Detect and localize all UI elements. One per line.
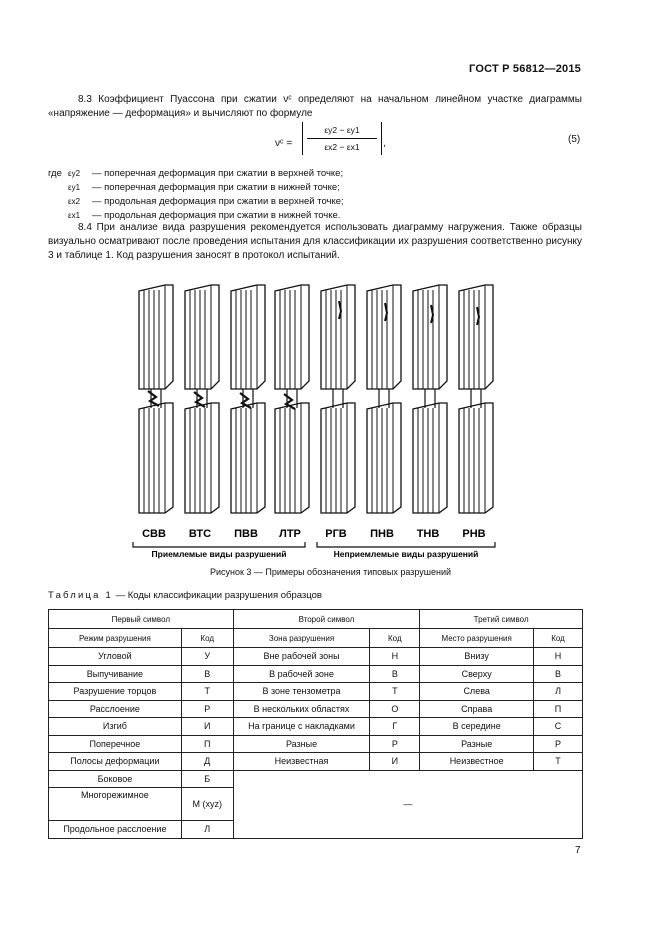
- table-row: [49, 770, 583, 788]
- table-cell: У: [181, 648, 233, 666]
- failure-types-figure: [125, 277, 505, 562]
- table-row: [49, 700, 583, 718]
- table-cell: Разрушение торцов: [49, 683, 182, 701]
- unacceptable-bracket: [317, 542, 495, 547]
- table-cell: Г: [370, 718, 420, 736]
- table-cell: На границе с накладками: [233, 718, 370, 736]
- table-cell: Р: [534, 735, 583, 753]
- table-row: [49, 718, 583, 736]
- table-cell: Т: [370, 683, 420, 701]
- specimen-label: РГВ: [325, 528, 347, 540]
- figure-caption: Рисунок 3 — Примеры обозначения типовых разрушений: [209, 567, 452, 577]
- table-cell: Разные: [233, 735, 370, 753]
- table-cell: Выпучивание: [49, 665, 182, 683]
- table-cell: Справа: [420, 700, 534, 718]
- table-cell: Угловой: [49, 648, 182, 666]
- specimen-label: СВВ: [142, 528, 166, 540]
- specimen-label: РНВ: [462, 528, 486, 540]
- table-cell: Изгиб: [49, 718, 182, 736]
- page-number: 7: [575, 845, 581, 856]
- header-first-symbol: Первый символ: [49, 610, 234, 629]
- table-cell: В: [534, 665, 583, 683]
- table-cell: П: [534, 700, 583, 718]
- table-row: [49, 683, 583, 701]
- header-second-symbol: Второй символ: [233, 610, 420, 629]
- specimen-label: ПВВ: [234, 528, 258, 540]
- section-8-3-paragraph: 8.3 Коэффициент Пуассона при сжатии νᶜ определяют на начальном линейном участке диаграммы «напряжение — деформация» и вычисляют по формуле: [48, 94, 582, 119]
- specimen-label: ВТС: [188, 528, 212, 540]
- table-cell: Поперечное: [49, 735, 182, 753]
- table-row: [49, 735, 583, 753]
- table-empty-dash: —: [233, 770, 582, 838]
- table-cell: М (xyz): [181, 788, 233, 821]
- table-title: Таблица 1 — Коды классификации разрушения образцов: [48, 590, 322, 601]
- specimen-label: ПНВ: [370, 528, 394, 540]
- column-header: Зона разрушения: [233, 629, 370, 648]
- table-cell: Неизвестная: [233, 753, 370, 771]
- table-cell: Неизвестное: [420, 753, 534, 771]
- formula-trail: ,: [383, 138, 386, 149]
- definition-row: εx1 — продольная деформация при сжатии в нижней точке.: [68, 210, 341, 221]
- table-cell: Расслоение: [49, 700, 182, 718]
- table-cell: Многорежимное: [49, 788, 182, 821]
- column-header: Код: [370, 629, 420, 648]
- definition-row: εx2 — продольная деформация при сжатии в верхней точке;: [68, 196, 344, 207]
- table-cell: О: [370, 700, 420, 718]
- formula-denominator: εx2 − εx1: [324, 142, 360, 152]
- table-cell: В зоне тензометра: [233, 683, 370, 701]
- table-cell: Сверху: [420, 665, 534, 683]
- table-cell: Д: [181, 753, 233, 771]
- table-cell: Продольное расслоение: [49, 821, 182, 839]
- failure-mark: [148, 391, 159, 406]
- table-group-header: [49, 610, 583, 629]
- acceptable-caption: Приемлемые виды разрушений: [151, 549, 287, 559]
- table-cell: Внизу: [420, 648, 534, 666]
- table-cell: В: [181, 665, 233, 683]
- table-cell: Р: [370, 735, 420, 753]
- document-header: ГОСТ Р 56812—2015: [469, 63, 581, 75]
- table-row: [49, 648, 583, 666]
- header-third-symbol: Третий символ: [420, 610, 583, 629]
- table-cell: В рабочей зоне: [233, 665, 370, 683]
- acceptable-bracket: [133, 542, 305, 547]
- specimen-label: ЛТР: [279, 528, 301, 540]
- table-cell: Полосы деформации: [49, 753, 182, 771]
- section-8-4-paragraph: 8.4 При анализе вида разрушения рекомендуется использовать диаграмму нагружения. Также образцы визуально осматривают после проведения испытания для классификации их разрушения соответственно рисунку 3 и таблице 1. Код разрушения заносят в протокол испытаний.: [48, 222, 582, 261]
- table-cell: Т: [181, 683, 233, 701]
- table-row: [49, 753, 583, 771]
- table-cell: Р: [181, 700, 233, 718]
- table-cell: Разные: [420, 735, 534, 753]
- table-row: [49, 665, 583, 683]
- table-cell: Н: [370, 648, 420, 666]
- column-header: Код: [181, 629, 233, 648]
- table-cell: Боковое: [49, 770, 182, 788]
- formula-numerator: εy2 − εy1: [307, 122, 377, 139]
- table-cell: И: [370, 753, 420, 771]
- table-cell: И: [181, 718, 233, 736]
- table-cell: Л: [181, 821, 233, 839]
- table-sub-header: [49, 629, 583, 648]
- table-cell: Слева: [420, 683, 534, 701]
- table-cell: С: [534, 718, 583, 736]
- formula-fraction: [302, 122, 382, 155]
- variable-definitions: [48, 167, 344, 223]
- unacceptable-caption: Неприемлемые виды разрушений: [333, 549, 479, 559]
- column-header: Код: [534, 629, 583, 648]
- failure-codes-table: [48, 609, 583, 839]
- table-cell: Б: [181, 770, 233, 788]
- formula-lhs: νᶜ =: [275, 138, 293, 149]
- formula-number: (5): [568, 134, 581, 145]
- specimen-label: ТНВ: [416, 528, 440, 540]
- table-cell: В нескольких областях: [233, 700, 370, 718]
- table-cell: Л: [534, 683, 583, 701]
- column-header: Режим разрушения: [49, 629, 182, 648]
- definition-row: где εy2 — поперечная деформация при сжатии в верхней точке;: [48, 168, 344, 179]
- table-cell: Н: [534, 648, 583, 666]
- table-cell: В: [370, 665, 420, 683]
- table-cell: Вне рабочей зоны: [233, 648, 370, 666]
- column-header: Место разрушения: [420, 629, 534, 648]
- definition-row: εy1 — поперечная деформация при сжатии в нижней точке;: [68, 182, 340, 193]
- table-cell: Т: [534, 753, 583, 771]
- table-cell: П: [181, 735, 233, 753]
- table-cell: В середине: [420, 718, 534, 736]
